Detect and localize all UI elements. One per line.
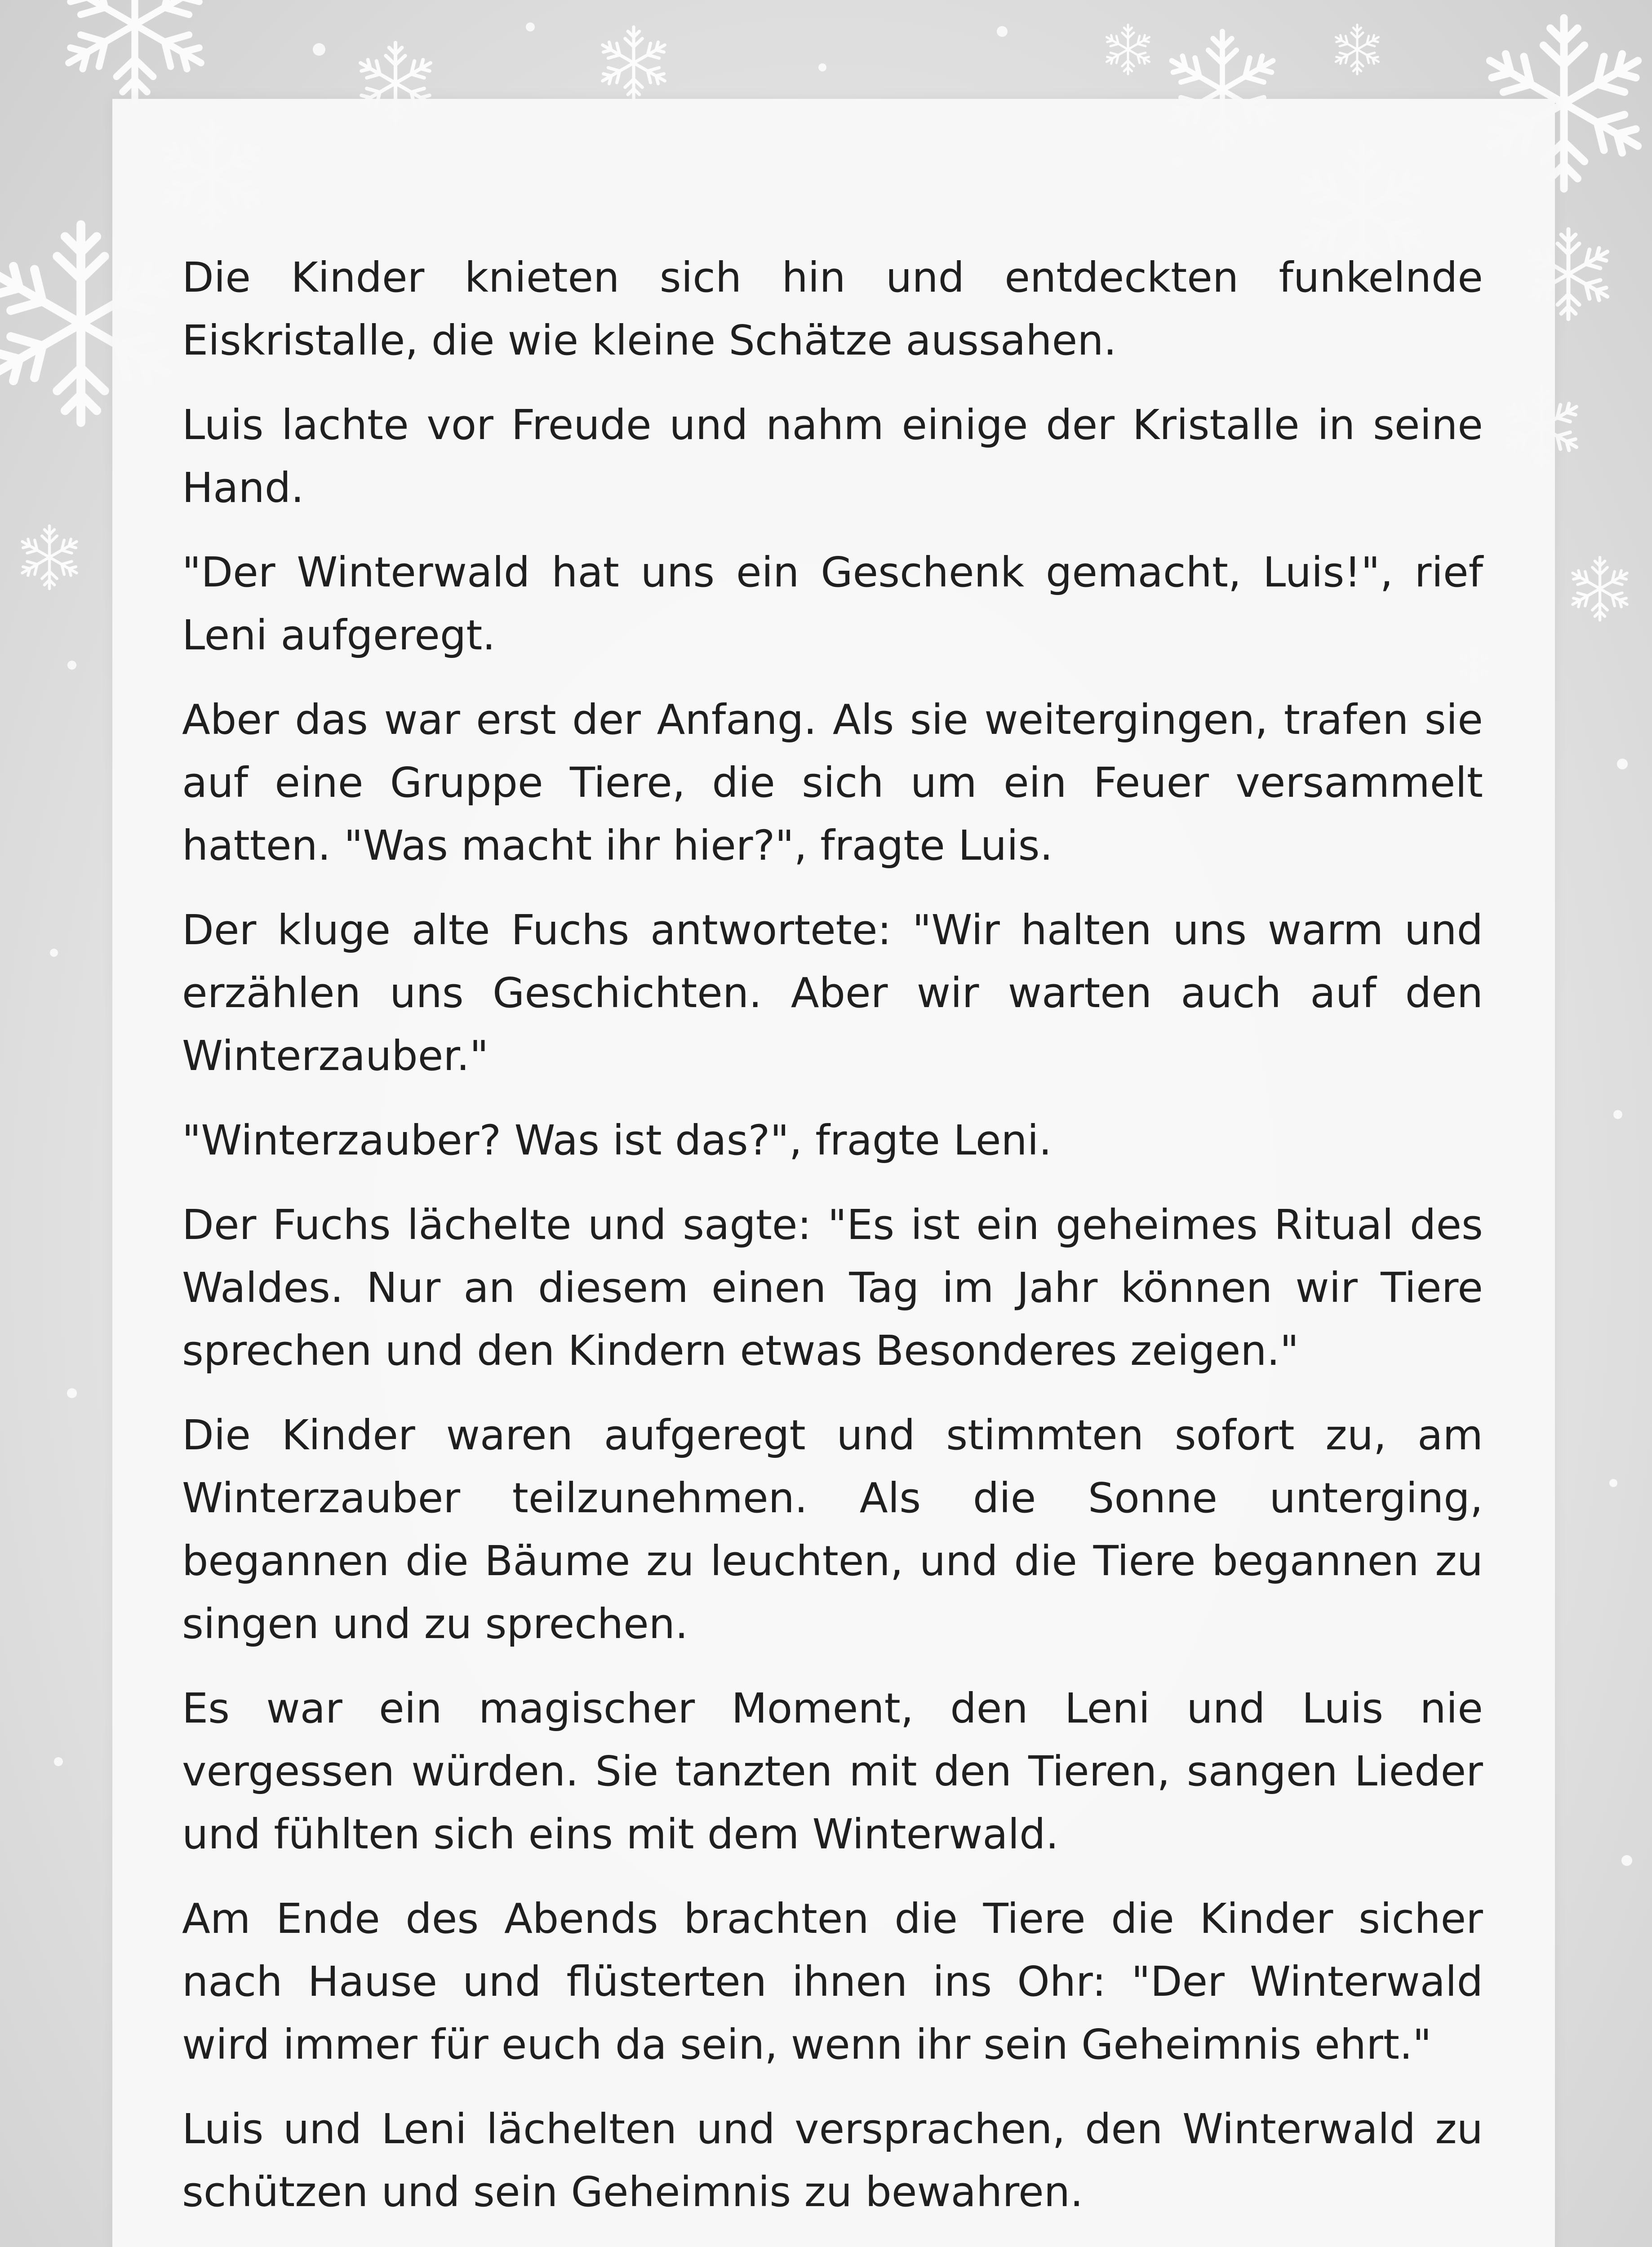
story-paragraph: Die Kinder knieten sich hin und entdeckten funkelnde Eiskristalle, die wie kleine Schätze aussahen. [182, 253, 1483, 364]
story-paragraph: Luis und Leni lächelten und versprachen, den Winterwald zu schützen und sein Geheimnis zu bewahren. [182, 2105, 1483, 2216]
story-paragraph: Es war ein magischer Moment, den Leni und Luis nie vergessen würden. Sie tanzten mit den Tieren, sangen Lieder und fühlten sich eins mit dem Winterwald. [182, 1684, 1483, 1858]
story-paragraph: Am Ende des Abends brachten die Tiere die Kinder sicher nach Hause und flüsterten ihnen ins Ohr: "Der Winterwald wird immer für euch da sein, wenn ihr sein Geheimnis ehrt." [182, 1895, 1483, 2069]
story-paragraph: Der Fuchs lächelte und sagte: "Es ist ein geheimes Ritual des Waldes. Nur an diesem einen Tag im Jahr können wir Tiere sprechen und den Kindern etwas Besonderes zeigen." [182, 1201, 1483, 1375]
story-text [182, 246, 1483, 2245]
story-paragraph: "Winterzauber? Was ist das?", fragte Leni. [182, 1116, 1052, 1164]
story-paragraph: "Der Winterwald hat uns ein Geschenk gemacht, Luis!", rief Leni aufgeregt. [182, 548, 1483, 659]
story-paragraph: Aber das war erst der Anfang. Als sie weitergingen, trafen sie auf eine Gruppe Tiere, die sich um ein Feuer versammelt hatten. "Was macht ihr hier?", fragte Luis. [182, 696, 1483, 870]
story-paragraph: Der kluge alte Fuchs antwortete: "Wir halten uns warm und erzählen uns Geschichten. Aber wir warten auch auf den Winterzauber." [182, 906, 1483, 1080]
story-paragraph: Luis lachte vor Freude und nahm einige der Kristalle in seine Hand. [182, 401, 1483, 512]
story-paragraph: Die Kinder waren aufgeregt und stimmten sofort zu, am Winterzauber teilzunehmen. Als die Sonne unterging, begannen die Bäume zu leuchten, und die Tiere begannen zu singen und zu sprechen. [182, 1411, 1483, 1648]
